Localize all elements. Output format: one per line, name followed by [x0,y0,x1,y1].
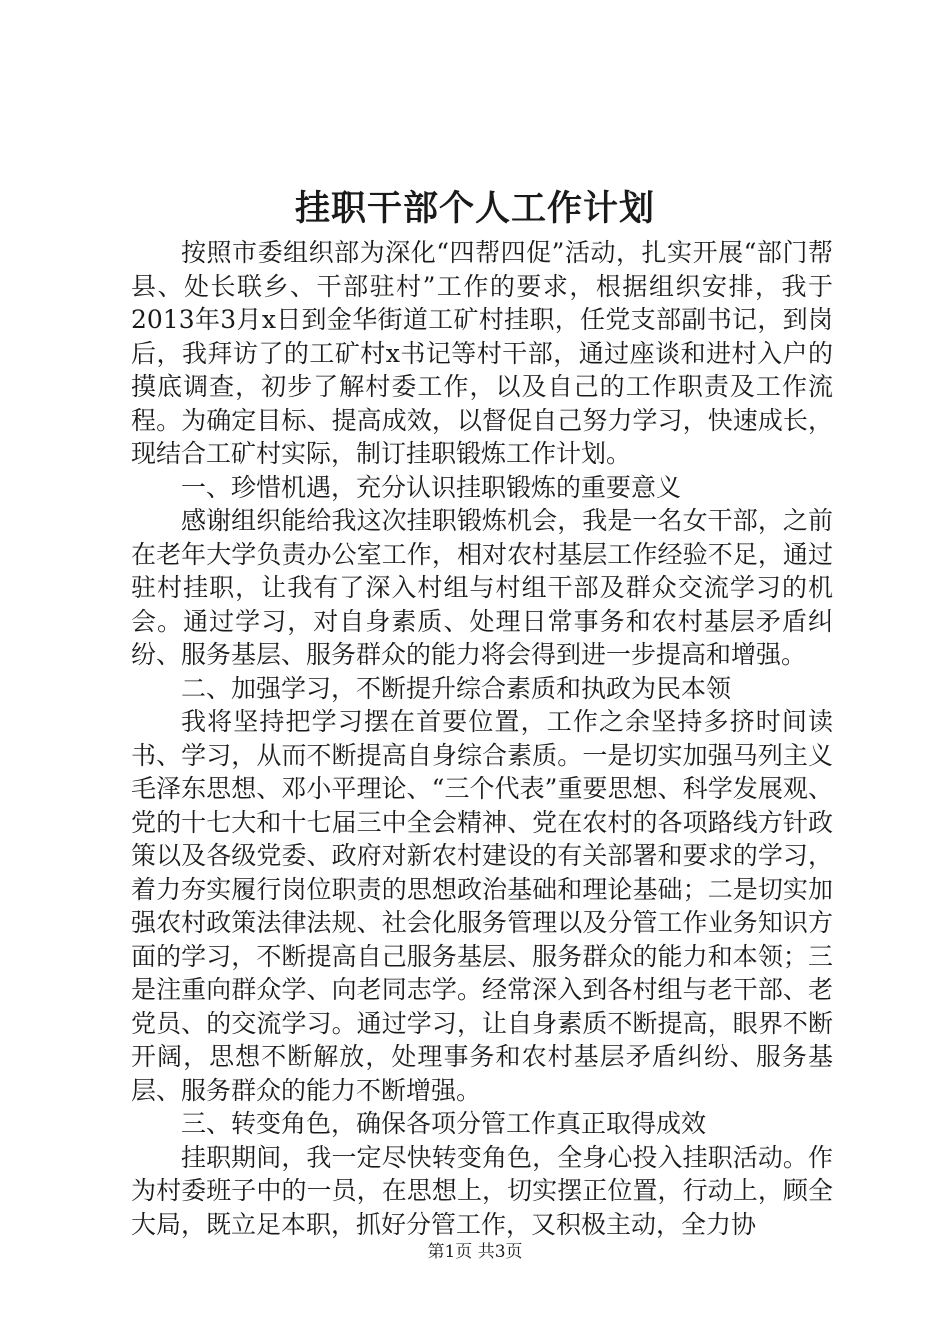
paragraph-section-3: 挂职期间，我一定尽快转变角色，全身心投入挂职活动。作为村委班子中的一员，在思想上，切实摆正位置，行动上，顾全大局，既立足本职，抓好分管工作，又积极主动，全力协 [131,1142,833,1239]
section-heading-2: 二、加强学习，不断提升综合素质和执政为民本领 [181,673,732,703]
document-title: 挂职干部个人工作计划 [294,188,655,229]
paragraph-section-2: 我将坚持把学习摆在首要位置，工作之余坚持多挤时间读书、学习，从而不断提高自身综合素质。一是切实加强马列主义毛泽东思想、邓小平理论、“三个代表”重要思想、科学发展观、党的十七大和十七届三中全会精神、党在农村的各项路线方针政策以及各级党委、政府对新农村建设的有关部署和要求的学习，着力夯实履行岗位职责的思想政治基础和理论基础；二是切实加强农村政策法律法规、社会化服务管理以及分管工作业务知识方面的学习，不断提高自己服务基层、服务群众的能力和本领；三是注重向群众学、向老同志学。经常深入到各村组与老干部、老党员、的交流学习。通过学习，让自身素质不断提高，眼界不断开阔，思想不断解放，处理事务和农村基层矛盾纠纷、服务基层、服务群众的能力不断增强。 [131,707,833,1105]
section-heading-1: 一、珍惜机遇，充分认识挂职锻炼的重要意义 [181,472,682,502]
document-body [131,236,833,1241]
paragraph-section-1: 感谢组织能给我这次挂职锻炼机会，我是一名女干部，之前在老年大学负责办公室工作，相对农村基层工作经验不足，通过驻村挂职，让我有了深入村组与村组干部及群众交流学习的机会。通过学习，对自身素质、处理日常事务和农村基层矛盾纠纷、服务基层、服务群众的能力将会得到进一步提高和增强。 [131,506,833,669]
section-heading-3: 三、转变角色，确保各项分管工作真正取得成效 [181,1109,707,1138]
page-number-footer: 第1页 共3页 [427,1242,523,1262]
paragraph-intro: 按照市委组织部为深化“四帮四促”活动，扎实开展“部门帮县、处长联乡、干部驻村”工作的要求，根据组织安排，我于2013年3月x日到金华街道工矿村挂职，任党支部副书记，到岗后，我拜访了的工矿村x书记等村干部，通过座谈和进村入户的摸底调查，初步了解村委工作，以及自己的工作职责及工作流程。为确定目标、提高成效，以督促自己努力学习，快速成长，现结合工矿村实际，制订挂职锻炼工作计划。 [131,238,833,468]
